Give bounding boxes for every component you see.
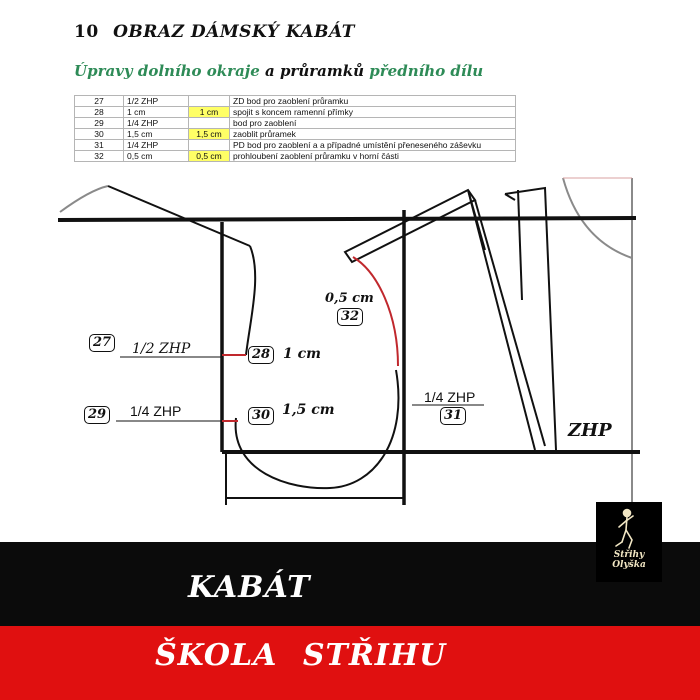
neckline-curve-left: [60, 186, 108, 212]
label-28-text: 1 cm: [283, 346, 321, 362]
step-measure: 1/2 ZHP: [124, 96, 189, 107]
step-measure: 1 cm: [124, 107, 189, 118]
label-31-number: 31: [440, 407, 466, 425]
step-measure: 1/4 ZHP: [124, 140, 189, 151]
step-number: 32: [75, 151, 124, 162]
title-number: 10: [74, 22, 99, 42]
label-30-number: 30: [248, 407, 274, 425]
step-description: PD bod pro zaoblení a a případné umístění přeneseného záševku: [230, 140, 516, 151]
label-28-number: 28: [248, 346, 274, 364]
dart-line-5: [505, 188, 556, 450]
step-description: prohloubení zaoblení průramku v horní části: [230, 151, 516, 162]
subtitle-part1: Úpravy dolního okraje: [74, 62, 260, 80]
step-number: 30: [75, 129, 124, 140]
armhole-bottom-curve: [236, 370, 399, 488]
footer-subtitle: ŠKOLA STŘIHU: [155, 638, 447, 673]
step-measure: 1,5 cm: [124, 129, 189, 140]
logo-line1: Střihy: [613, 550, 645, 560]
zhp-label: ZHP: [568, 420, 612, 441]
label-32-number: 32: [337, 308, 363, 326]
step-value: 1,5 cm: [189, 129, 230, 140]
step-number: 31: [75, 140, 124, 151]
step-description: bod pro zaoblení: [230, 118, 516, 129]
footer-black-band: [0, 542, 700, 626]
chest-line: [58, 218, 636, 220]
dart-line-2: [475, 200, 545, 446]
label-27-number: 27: [89, 334, 115, 352]
step-number: 29: [75, 118, 124, 129]
label-29-number: 29: [84, 406, 110, 424]
step-value: 1 cm: [189, 107, 230, 118]
dart-line-4: [518, 190, 522, 300]
silhouette-icon: [596, 502, 662, 582]
shoulder-back-strip: [345, 190, 475, 262]
logo-line2: Olyška: [612, 560, 646, 570]
shoulder-front: [108, 186, 250, 246]
label-32-text: 0,5 cm: [325, 291, 374, 306]
label-27-text: 1/2 ZHP: [132, 341, 191, 357]
footer-title: KABÁT: [188, 570, 311, 605]
label-29-text: 1/4 ZHP: [130, 403, 182, 419]
step-description: spojit s koncem ramenní přímky: [230, 107, 516, 118]
step-description: zaoblit průramek: [230, 129, 516, 140]
armhole-upper-left: [246, 246, 255, 355]
dart-line-3: [468, 190, 535, 450]
label-31-text: 1/4 ZHP: [424, 389, 476, 405]
brand-logo: [596, 502, 662, 582]
title-text: OBRAZ DÁMSKÝ KABÁT: [113, 22, 355, 42]
step-number: 28: [75, 107, 124, 118]
subtitle-part3: předního dílu: [369, 62, 484, 80]
dart-tip: [505, 194, 515, 200]
step-measure: 0,5 cm: [124, 151, 189, 162]
step-description: ZD bod pro zaoblení průramku: [230, 96, 516, 107]
label-30-text: 1,5 cm: [282, 402, 335, 418]
subtitle-part2: a průramků: [265, 62, 365, 80]
step-number: 27: [75, 96, 124, 107]
step-measure: 1/4 ZHP: [124, 118, 189, 129]
step-value: 0,5 cm: [189, 151, 230, 162]
